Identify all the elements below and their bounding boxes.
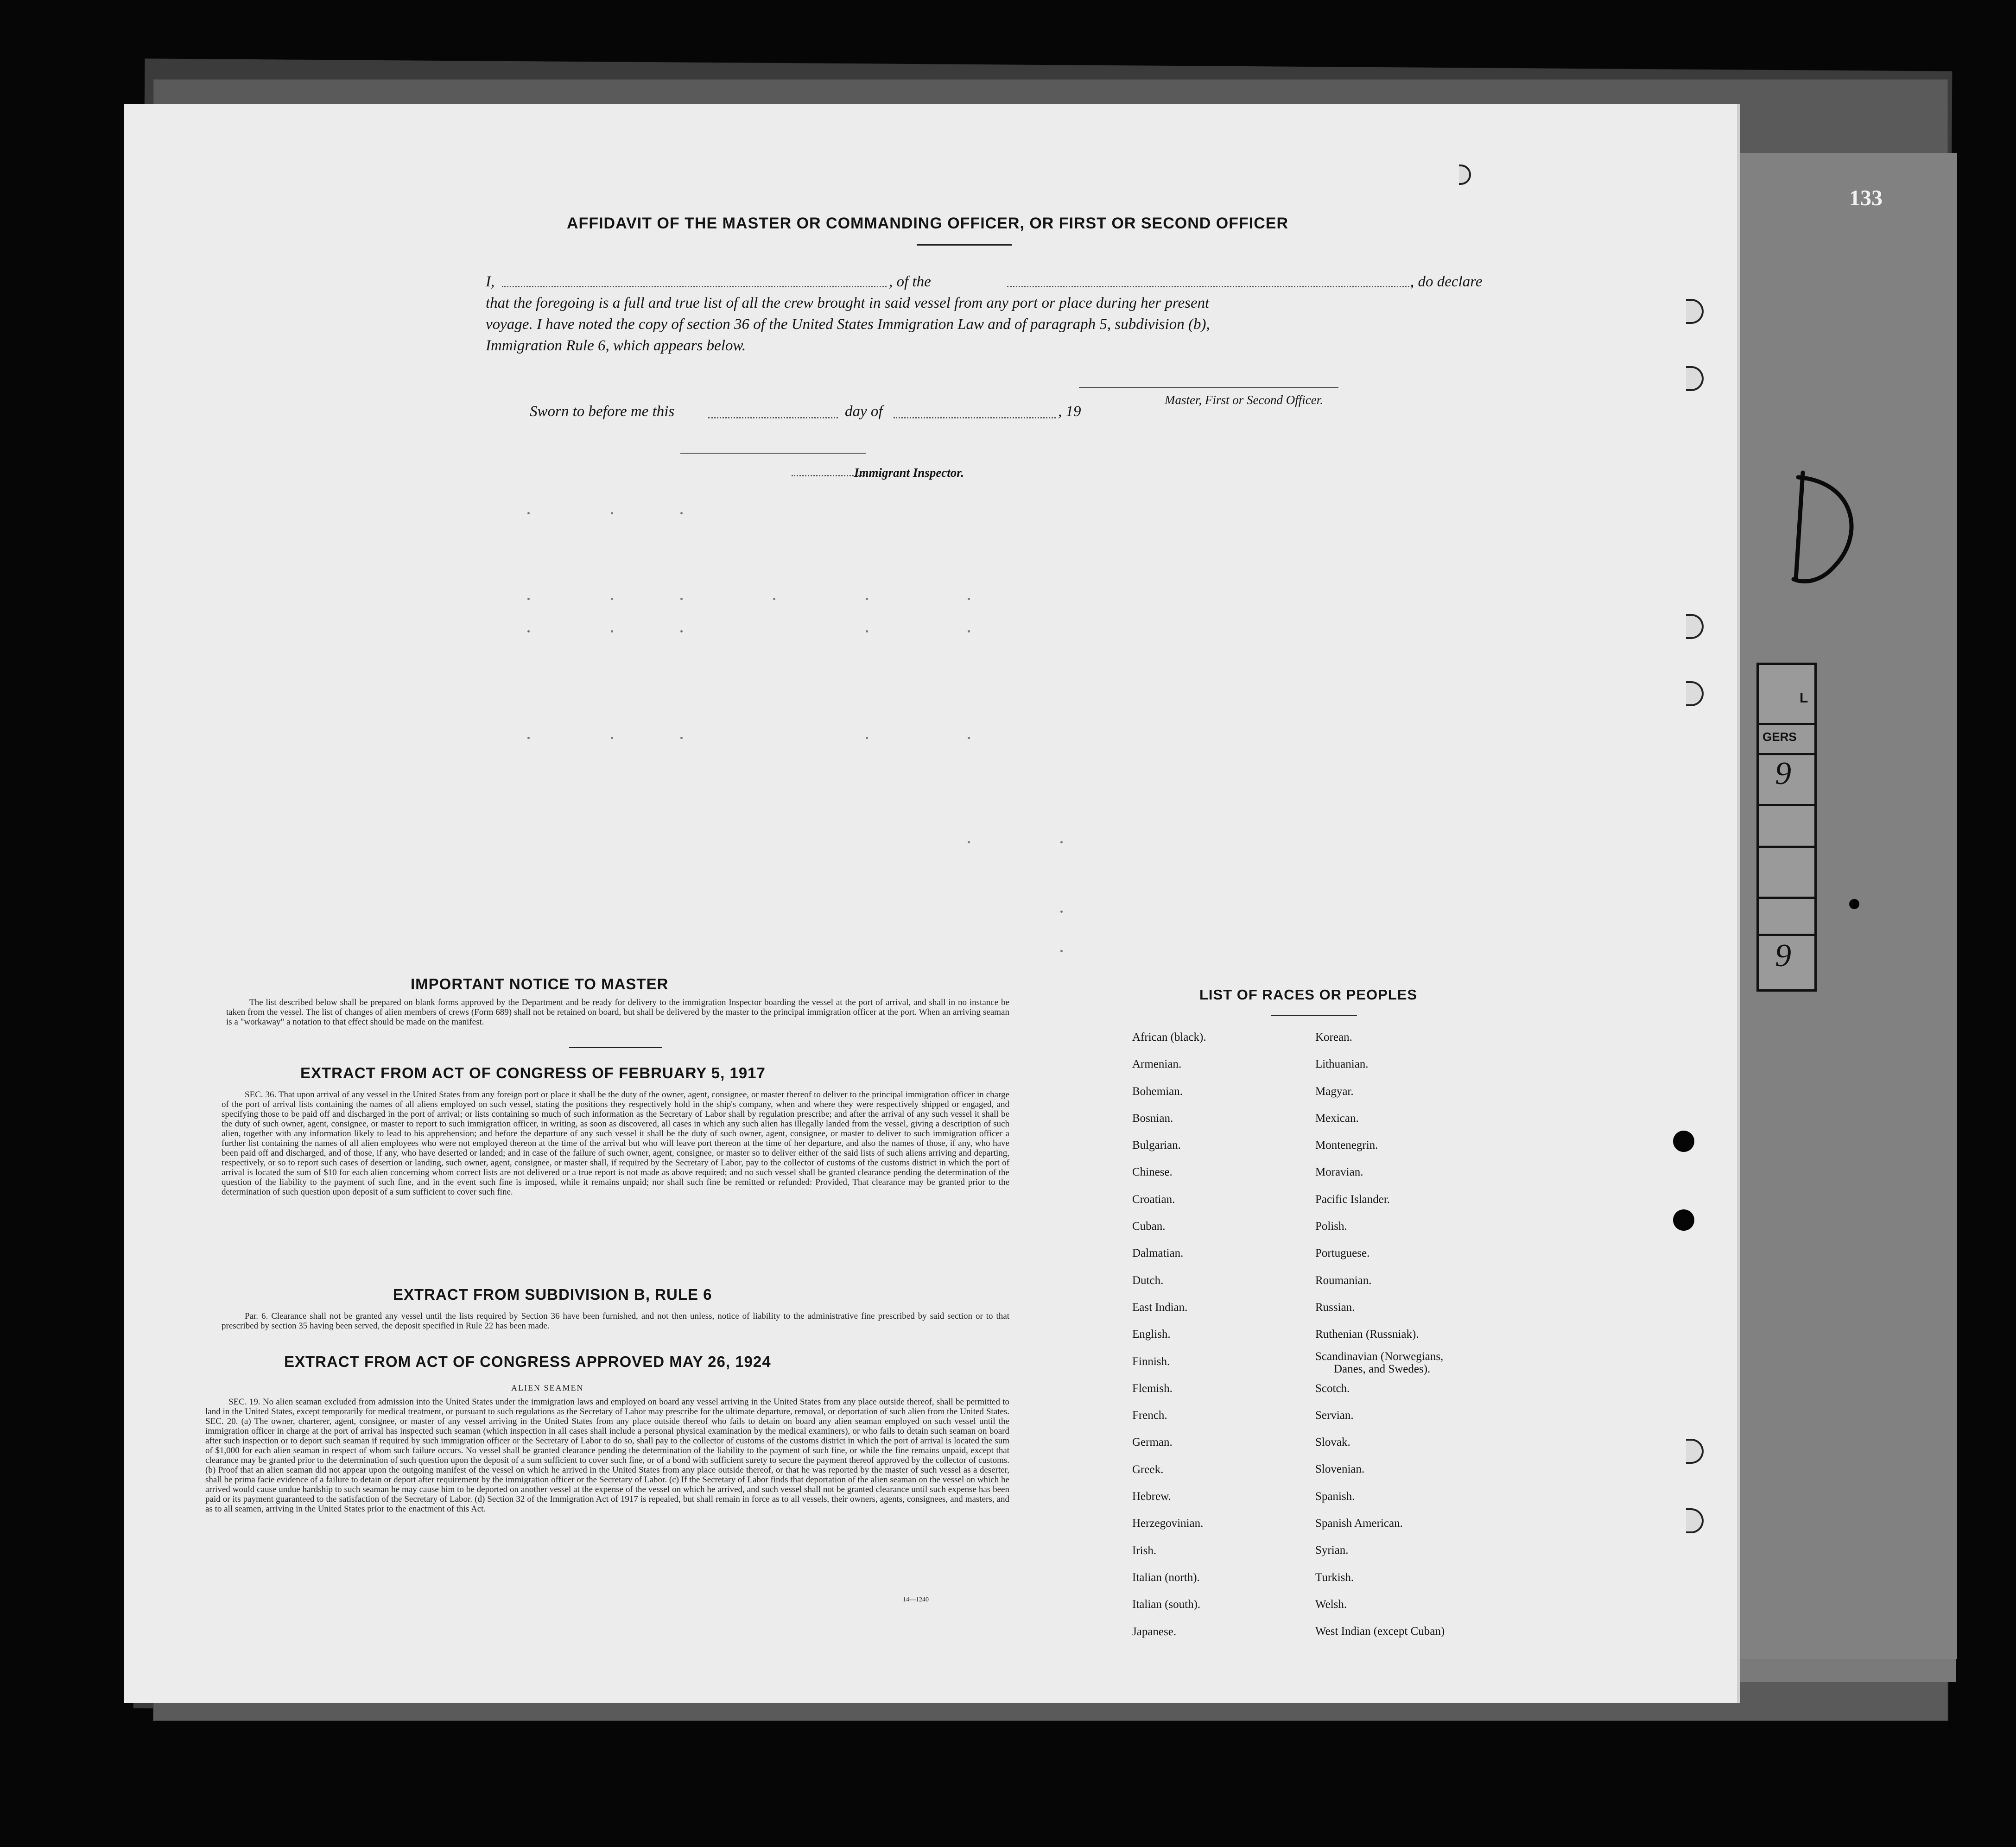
punch-hole — [1459, 164, 1471, 185]
master-signature-label: Master, First or Second Officer. — [1165, 393, 1323, 407]
sworn-prefix: Sworn to before me this — [530, 403, 675, 420]
aff-of-the: , of the — [889, 273, 931, 290]
aff-body-line3: voyage. I have noted the copy of section 36 of the United States Immigration Law and of paragraph 5, subdivision (b), — [486, 316, 1210, 333]
race-item: Mexican. — [1315, 1112, 1359, 1125]
affidavit-page — [124, 104, 1740, 1703]
notice-rule — [569, 1047, 662, 1048]
extract-1924-text: SEC. 19. No alien seaman excluded from admission into the United States under the immigration laws and employed on board any vessel arriving in the United States from any place outside thereof, shall be permitted to land in the United States, except temporarily for medical treatment, or pursuant to such regulations as the Secretary of Labor may prescribe for the ultimate departure, removal, or deportation of such alien from the United States. SEC. 20. (a) The owner, charterer, agent, consignee, or master of any vessel arriving in the United States from any place outside thereof who fails to detain on board any alien seaman employed on such vessel until the immigration officer in charge at the port of arrival has inspected such seaman (which inspection in all cases shall include a personal physical examination by the medical examiners), or who fails to detain such seaman on board after such inspection or to deport such seaman if required by such immigration officer or the Secretary of Labor to do so, shall pay to the collector of customs of the customs district in which the port of arrival is located the sum of $1,000 for each alien seaman in respect of whom such failure occurs. No vessel shall be granted clearance pending the determination of the liability to the payment of such fine, or while the fine remains unpaid, except that clearance may be granted prior to the determination of such question upon the deposit of a sum sufficient to cover such fine, or of a bond with sufficient surety to secure the payment thereof approved by the collector of customs. (b) Proof that an alien seaman did not appear upon the outgoing manifest of the vessel on which he arrived in the United States from any place outside thereof, or that he was reported by the master of such vessel as a deserter, shall be prima facie evidence of a failure to detain or deport after requirement by the immigration officer or the Secretary of Labor. (c) If the Secretary of Labor finds that deportation of the alien seaman on the vessel on which he arrived would cause undue hardship to such seaman he may cause him to be deported on another vessel at the expense of the vessel on which he arrived, and such vessel shall not be granted clearance until such expense has been paid or its payment guaranteed to the satisfaction of the Secretary of Labor. (d) Section 32 of the Immigration Act of 1917 is repealed, but shall remain in force as to all vessels, their owners, agents, consignees, and masters, and as to all seamen, arriving in the United States prior to the enactment of this Act. — [205, 1397, 1009, 1514]
race-item: Bulgarian. — [1132, 1139, 1181, 1152]
race-item: West Indian (except Cuban) — [1315, 1625, 1445, 1638]
race-item: Servian. — [1315, 1409, 1354, 1422]
passenger-total-box — [1756, 663, 1817, 992]
race-item: Croatian. — [1132, 1193, 1175, 1206]
sworn-day-of: day of — [845, 403, 883, 420]
race-item: Syrian. — [1315, 1544, 1349, 1557]
subdivision-heading: EXTRACT FROM SUBDIVISION B, RULE 6 — [393, 1286, 712, 1303]
punch-hole — [1686, 299, 1704, 324]
race-item: Magyar. — [1315, 1085, 1354, 1098]
affidavit-title: AFFIDAVIT OF THE MASTER OR COMMANDING OFFICER, OR FIRST OR SECOND OFFICER — [567, 215, 1288, 232]
race-item: Korean. — [1315, 1031, 1352, 1044]
punch-hole — [1686, 366, 1704, 391]
name-blank[interactable] — [502, 286, 887, 287]
race-item: Bosnian. — [1132, 1112, 1173, 1125]
punch-hole-dark — [1673, 1209, 1694, 1231]
race-item: Moravian. — [1315, 1166, 1363, 1179]
race-item: Herzegovinian. — [1132, 1517, 1204, 1530]
notice-heading: IMPORTANT NOTICE TO MASTER — [411, 975, 669, 993]
race-item: African (black). — [1132, 1031, 1206, 1044]
punch-hole — [1686, 681, 1704, 706]
race-item: Finnish. — [1132, 1355, 1170, 1368]
punch-hole — [1686, 1508, 1704, 1533]
race-item: Scandinavian (Norwegians, — [1315, 1350, 1444, 1363]
race-item: Dalmatian. — [1132, 1247, 1184, 1260]
race-item: Montenegrin. — [1315, 1139, 1378, 1152]
race-item: Roumanian. — [1315, 1274, 1372, 1287]
race-item: East Indian. — [1132, 1301, 1188, 1314]
race-item: Dutch. — [1132, 1274, 1164, 1287]
race-item: Welsh. — [1315, 1598, 1347, 1611]
race-item: Chinese. — [1132, 1166, 1173, 1179]
race-item: Portuguese. — [1315, 1247, 1370, 1260]
grey-folder-tab — [1705, 153, 1957, 1659]
race-item: Danes, and Swedes). — [1334, 1362, 1431, 1375]
race-item: Slovenian. — [1315, 1463, 1365, 1476]
race-item: Italian (north). — [1132, 1571, 1200, 1584]
race-item: Flemish. — [1132, 1382, 1173, 1395]
side-box-value-top: 9 — [1775, 756, 1791, 791]
side-box-value-bottom: 9 — [1775, 938, 1791, 974]
races-heading: LIST OF RACES OR PEOPLES — [1199, 987, 1418, 1003]
race-item: Spanish. — [1315, 1490, 1355, 1503]
race-item: Armenian. — [1132, 1058, 1182, 1071]
aff-body-line4: Immigration Rule 6, which appears below. — [486, 337, 746, 354]
vessel-blank[interactable] — [1007, 286, 1413, 287]
sworn-month-blank[interactable] — [894, 417, 1056, 418]
race-item: Russian. — [1315, 1301, 1355, 1314]
extract-1924-heading: EXTRACT FROM ACT OF CONGRESS APPROVED MAY 26, 1924 — [284, 1353, 771, 1370]
master-signature-line[interactable] — [1079, 387, 1338, 388]
race-item: Lithuanian. — [1315, 1058, 1369, 1071]
side-box-header-l: L — [1800, 690, 1808, 706]
races-rule — [1271, 1015, 1357, 1016]
race-item: Cuban. — [1132, 1220, 1166, 1233]
punch-hole-dark — [1849, 899, 1859, 909]
race-item: German. — [1132, 1436, 1173, 1449]
races-right-column — [1315, 1024, 1445, 1645]
extract-1917-heading: EXTRACT FROM ACT OF CONGRESS OF FEBRUARY 5, 1917 — [300, 1064, 766, 1082]
alien-seamen-subheading: ALIEN SEAMEN — [511, 1383, 584, 1392]
race-item: Greek. — [1132, 1463, 1164, 1476]
race-item: Polish. — [1315, 1220, 1347, 1233]
race-item: Hebrew. — [1132, 1490, 1171, 1503]
inspector-signature-line[interactable] — [680, 453, 866, 454]
title-underline — [917, 244, 1012, 246]
race-item: Scotch. — [1315, 1382, 1350, 1395]
race-item: Pacific Islander. — [1315, 1193, 1390, 1206]
form-code: 14—1240 — [903, 1596, 929, 1603]
race-item: Spanish American. — [1315, 1517, 1403, 1530]
race-item: Slovak. — [1315, 1436, 1350, 1449]
punch-hole — [1686, 1439, 1704, 1464]
race-item: French. — [1132, 1409, 1167, 1422]
aff-i: I, — [486, 273, 495, 290]
race-item: Ruthenian (Russniak). — [1315, 1328, 1419, 1341]
inspector-label: Immigrant Inspector. — [854, 466, 964, 480]
race-item: Irish. — [1132, 1544, 1157, 1557]
aff-declare: , do declare — [1410, 273, 1483, 290]
page-number: 133 — [1849, 186, 1883, 210]
side-box-header-gers: GERS — [1762, 730, 1797, 744]
race-item: Japanese. — [1132, 1625, 1177, 1638]
race-item: Bohemian. — [1132, 1085, 1183, 1098]
race-item: Turkish. — [1315, 1571, 1354, 1584]
notice-text: The list described below shall be prepared on blank forms approved by the Department and be ready for delivery to the immigration Inspector boarding the vessel at the port of arrival, and shall in no instance be taken from the vessel. The list of changes of alien members of crews (Form 689) shall not be retained on board, but shall be delivered by the master to the principal immigration officer at the port. When an arriving seaman is a "workaway" a notation to that effect should be made on the manifest. — [226, 998, 1009, 1027]
extract-1917-text: SEC. 36. That upon arrival of any vessel in the United States from any foreign port or place it shall be the duty of the owner, agent, consignee, or master thereof to deliver to the principal immigration officer in charge of the port of arrival lists containing the names of all aliens employed on such vessel, stating the positions they respectively hold in the ship's company, when and where they were respectively shipped or engaged, and specifying those to be paid off and discharged in the port of arrival; or lists containing so much of such information as the Secretary of Labor shall by regulation prescribe; and after the arrival of any such vessel it shall be the duty of such owner, agent, consignee, or master to report to such immigration officer, in writing, as soon as discovered, all cases in which any such alien has illegally landed from the vessel, giving a description of such alien, together with any information likely to lead to his apprehension; and before the departure of any such vessel it shall be the duty of such owner, agent, consignee, or master to deliver to such immigration officer a further list containing the names of all alien employees who were not employed thereon at the time of the arrival but who will leave port thereon at the time of her departure, and also the names of those, if any, who have been paid off and discharged, and of those, if any, who have deserted or landed; and in case of the failure of such owner, agent, consignee, or master so to deliver either of the said lists of such aliens arriving and departing, respectively, or so to report such cases of desertion or landing, such owner, agent, consignee, or master shall, if required by the Secretary of Labor, pay to the collector of customs of the customs district in which the port of arrival is located the sum of $10 for each alien concerning whom correct lists are not delivered or a true report is not made as above required; and no such vessel shall be granted clearance pending the determination of the question of the liability to the payment of such fine, and in the event such fine is imposed, while it remains unpaid; nor shall such fine be remitted or refunded: Provided, That clearance may be granted prior to the determination of such question upon deposit of a sum sufficient to cover such fine. — [222, 1090, 1009, 1197]
punch-hole-dark — [1673, 1131, 1694, 1152]
aff-body-line2: that the foregoing is a full and true list of all the crew brought in said vessel from any port or place during her present — [486, 295, 1210, 311]
punch-hole — [1686, 614, 1704, 639]
sworn-day-blank[interactable] — [708, 417, 838, 418]
race-item: English. — [1132, 1328, 1171, 1341]
races-left-column — [1132, 1024, 1206, 1645]
handwritten-d-mark — [1784, 468, 1863, 593]
sworn-year: , 19 — [1058, 403, 1081, 420]
subdivision-text: Par. 6. Clearance shall not be granted any vessel until the lists required by Section 36 have been furnished, and not then unless, notice of liability to the administrative fine prescribed by said section or to that prescribed by section 35 having been served, the deposit specified in Rule 22 has been made. — [222, 1311, 1009, 1331]
race-item: Italian (south). — [1132, 1598, 1201, 1611]
